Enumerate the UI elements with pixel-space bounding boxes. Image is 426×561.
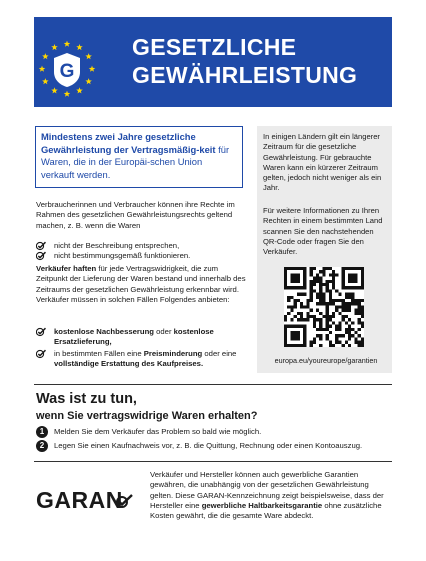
qr-code-icon[interactable] <box>284 267 364 347</box>
section-subtitle: wenn Sie vertragswidrige Waren erhalten? <box>36 410 258 422</box>
divider <box>34 384 392 385</box>
title-line-2: GEWÄHRLEISTUNG <box>132 62 358 88</box>
info-url-link[interactable]: europa.eu/youreurope/garantien <box>274 356 378 365</box>
info-text-qr: Für weitere Informationen zu Ihren Rechten in einem bestimmten Land scannen Sie den nachstehenden QR-Code oder fragen Sie den Verkäufer. <box>263 206 383 257</box>
guarantee-bold: gewerbliche Haltbarkeitsgarantie <box>201 500 323 510</box>
garan-check-icon <box>116 493 134 509</box>
remedy-bold: Preisminderung <box>143 349 203 358</box>
info-text-period: In einigen Ländern gilt ein längerer Zeitraum für die gesetzliche Gewährleistung. Für gebrauchte Waren kann ein kürzerer Zeitraum gelten, jedoch nicht weniger als ein Jahr. <box>263 132 382 193</box>
title-line-1: GESETZLICHE <box>132 34 297 60</box>
highlight-bold: Mindestens zwei Jahre gesetzliche Gewährleistung der Vertragsmäßig-keit <box>41 131 216 155</box>
remedy-normal: oder <box>153 327 174 336</box>
condition-text: nicht der Beschreibung entsprechen, <box>54 241 180 250</box>
step-number: 1 <box>36 426 48 438</box>
seller-bold: Verkäufer haften <box>36 264 97 273</box>
remedy-normal: in bestimmten Fällen eine <box>54 349 144 358</box>
remedy-normal: oder eine <box>202 349 237 358</box>
guarantee-body: Verkäufer und Hersteller können auch gewerbliche Garantien gewähren, die unabhängig von der gesetzlichen Gewährleistung gelten. Diese GARAN-Kennzeichnung zeigt beispielsweise, dass der Hersteller eine <box>150 470 384 510</box>
guarantee-body-end: ohne zusätzliche Kosten gewährt, die die gesamte Ware abdeckt. <box>150 500 382 521</box>
seller-body: für jede Vertragswidrigkeit, die zum Zeitpunkt der Lieferung der Waren bestand und innerhalb des Zeitraums der gesetzlichen Gewährleistung erkennbar wird. Verkäufer müssen in solchen Fällen Folgendes anbieten: <box>36 264 246 304</box>
remedy-bold: kostenlose Ersatzlieferung, <box>54 327 214 347</box>
highlight-box <box>35 126 243 188</box>
page-title <box>132 33 357 89</box>
remedy-text <box>54 349 250 370</box>
checkmark-icon <box>36 251 46 261</box>
seller-liability-text <box>36 264 250 305</box>
checkmark-icon <box>36 327 46 337</box>
remedy-bold: kostenlose Nachbesserung <box>54 327 154 336</box>
eu-stars-emblem-icon <box>36 38 98 100</box>
section-title: Was ist zu tun, <box>36 391 137 407</box>
condition-text: nicht bestimmungsgemäß funktionieren. <box>54 251 191 260</box>
emblem-letter: G <box>59 61 75 82</box>
garan-logo: GARAN <box>36 487 123 513</box>
checkmark-icon <box>36 349 46 359</box>
remedy-text <box>54 327 250 348</box>
checkmark-icon <box>36 241 46 251</box>
highlight-text: für Waren, die in der Europäi-schen Union verkauft werden. <box>41 143 230 180</box>
remedy-bold: vollständige Erstattung des Kaufpreises. <box>54 359 204 369</box>
step-number: 2 <box>36 440 48 452</box>
commercial-guarantee-text <box>150 470 392 521</box>
step-text: Legen Sie einen Kaufnachweis vor, z. B. die Quittung, Rechnung oder einen Kontoauszug. <box>54 441 363 450</box>
step-text: Melden Sie dem Verkäufer das Problem so bald wie möglich. <box>54 427 262 436</box>
intro-text: Verbraucherinnen und Verbraucher können ihre Rechte im Rahmen des gesetzlichen Gewährleistungsrechts geltend machen, z. B. wenn die Waren <box>36 200 235 230</box>
divider <box>34 461 392 462</box>
